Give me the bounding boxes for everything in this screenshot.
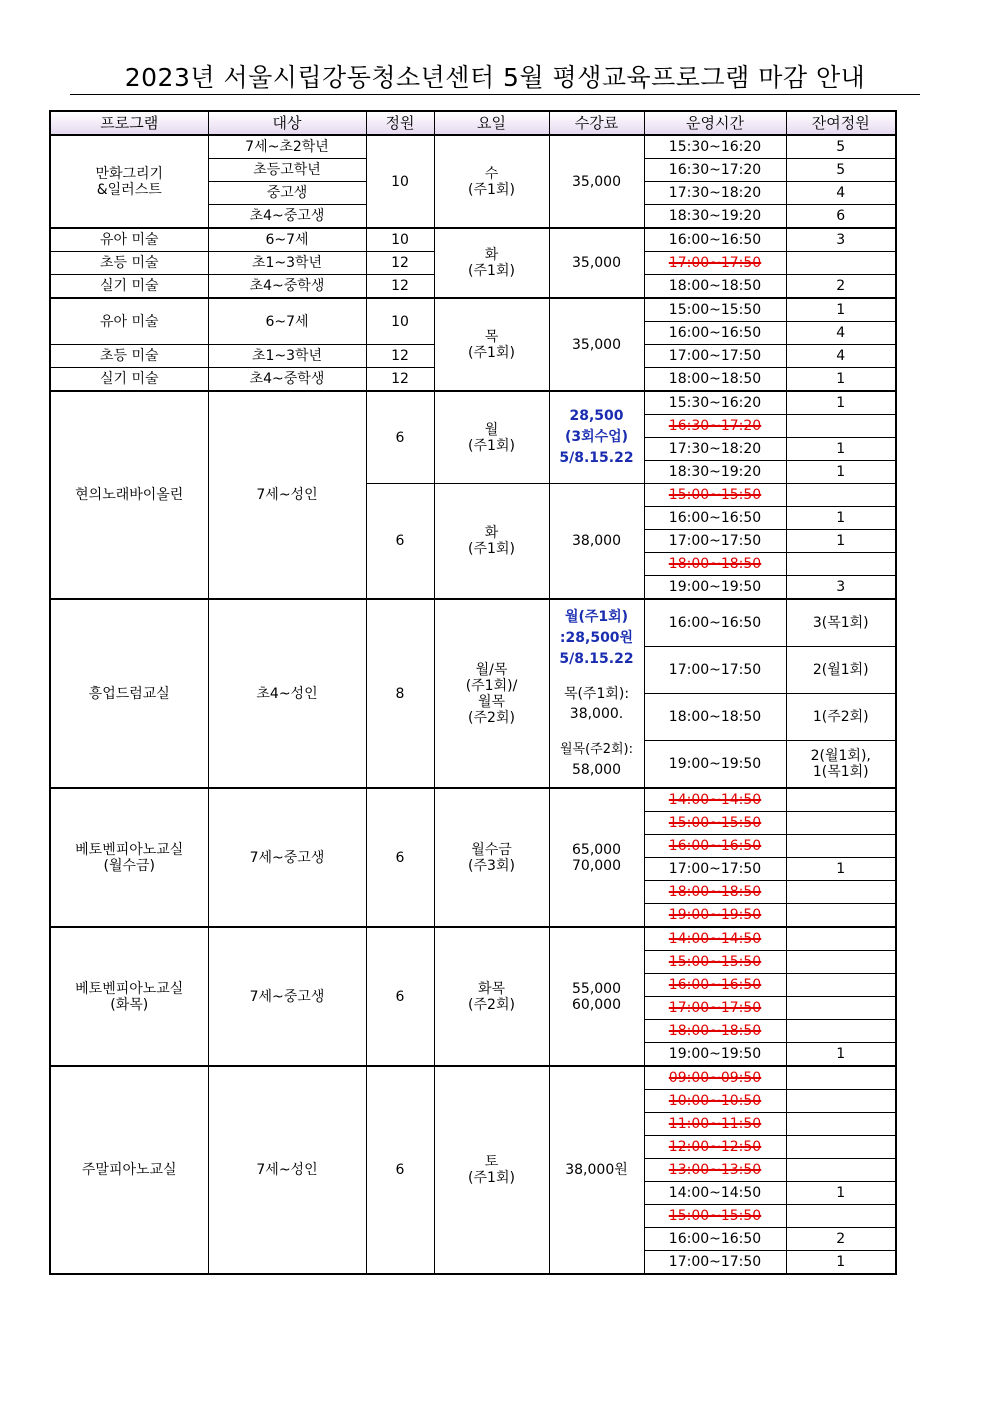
target-cell: 7세~초2학년 bbox=[208, 135, 366, 159]
time-cell-closed: 15:00~15:50 bbox=[644, 484, 786, 507]
time-cell-closed: 16:00~16:50 bbox=[644, 974, 786, 997]
table-row bbox=[50, 391, 896, 415]
day-cell: 월/목 (주1회)/ 월목 (주2회) bbox=[434, 599, 549, 788]
table-row bbox=[50, 1066, 896, 1090]
time-cell-closed: 10:00~10:50 bbox=[644, 1090, 786, 1113]
table-row bbox=[50, 927, 896, 951]
time-cell-closed: 15:00~15:50 bbox=[644, 812, 786, 835]
header-target: 대상 bbox=[208, 111, 366, 135]
remaining-cell: 1 bbox=[786, 1182, 896, 1205]
time-cell: 15:30~16:20 bbox=[644, 391, 786, 415]
time-cell: 16:00~16:50 bbox=[644, 322, 786, 345]
header-row bbox=[50, 111, 896, 135]
time-cell-closed: 14:00~14:50 bbox=[644, 927, 786, 951]
time-cell-closed: 18:00~18:50 bbox=[644, 553, 786, 576]
program-name-cell: 베토벤피아노교실 (화목) bbox=[50, 927, 208, 1066]
remaining-cell bbox=[786, 1113, 896, 1136]
capacity-cell: 6 bbox=[366, 788, 434, 927]
remaining-cell: 4 bbox=[786, 322, 896, 345]
time-cell: 17:30~18:20 bbox=[644, 182, 786, 205]
remaining-cell: 1 bbox=[786, 298, 896, 322]
remaining-cell: 5 bbox=[786, 135, 896, 159]
time-cell-closed: 17:00~17:50 bbox=[644, 997, 786, 1020]
remaining-cell: 1 bbox=[786, 1251, 896, 1275]
target-cell: 초등고학년 bbox=[208, 159, 366, 182]
program-name-cell: 초등 미술 bbox=[50, 252, 208, 275]
remaining-cell bbox=[786, 1159, 896, 1182]
target-cell: 초4~중학생 bbox=[208, 368, 366, 392]
capacity-cell: 8 bbox=[366, 599, 434, 788]
time-cell-closed: 14:00~14:50 bbox=[644, 788, 786, 812]
time-cell: 16:00~16:50 bbox=[644, 507, 786, 530]
time-cell-closed: 19:00~19:50 bbox=[644, 904, 786, 928]
capacity-cell: 12 bbox=[366, 368, 434, 392]
fee-cell: 38,000원 bbox=[549, 1066, 644, 1274]
capacity-cell: 6 bbox=[366, 391, 434, 484]
remaining-cell: 3 bbox=[786, 576, 896, 600]
time-cell: 18:00~18:50 bbox=[644, 275, 786, 299]
time-cell: 14:00~14:50 bbox=[644, 1182, 786, 1205]
remaining-cell bbox=[786, 904, 896, 928]
remaining-cell bbox=[786, 974, 896, 997]
program-name-cell: 유아 미술 bbox=[50, 228, 208, 252]
target-cell: 초1~3학년 bbox=[208, 252, 366, 275]
program-name-cell: 주말피아노교실 bbox=[50, 1066, 208, 1274]
remaining-cell: 2 bbox=[786, 1228, 896, 1251]
time-cell: 17:00~17:50 bbox=[644, 345, 786, 368]
remaining-cell bbox=[786, 835, 896, 858]
time-cell: 19:00~19:50 bbox=[644, 576, 786, 600]
target-cell: 7세~성인 bbox=[208, 391, 366, 599]
target-cell: 7세~중고생 bbox=[208, 788, 366, 927]
fee-cell: 55,000 60,000 bbox=[549, 927, 644, 1066]
time-cell-closed: 12:00~12:50 bbox=[644, 1136, 786, 1159]
program-name-cell: 유아 미술 bbox=[50, 298, 208, 345]
time-cell: 18:30~19:20 bbox=[644, 461, 786, 484]
day-cell: 토 (주1회) bbox=[434, 1066, 549, 1274]
day-cell: 화목 (주2회) bbox=[434, 927, 549, 1066]
day-cell: 화 (주1회) bbox=[434, 228, 549, 298]
fee-cell: 65,000 70,000 bbox=[549, 788, 644, 927]
remaining-cell: 1 bbox=[786, 507, 896, 530]
table-row bbox=[50, 599, 896, 647]
remaining-cell: 6 bbox=[786, 205, 896, 229]
table-row bbox=[50, 298, 896, 322]
time-cell-closed: 16:00~16:50 bbox=[644, 835, 786, 858]
time-cell-closed: 11:00~11:50 bbox=[644, 1113, 786, 1136]
table-row bbox=[50, 788, 896, 812]
program-name-cell: 실기 미술 bbox=[50, 275, 208, 299]
remaining-cell: 1 bbox=[786, 1043, 896, 1067]
table-row bbox=[50, 228, 896, 252]
remaining-cell: 4 bbox=[786, 182, 896, 205]
program-name-cell: 실기 미술 bbox=[50, 368, 208, 392]
remaining-cell: 2(월1회), 1(목1회) bbox=[786, 741, 896, 789]
capacity-cell: 12 bbox=[366, 275, 434, 299]
remaining-cell: 3 bbox=[786, 228, 896, 252]
remaining-cell: 1 bbox=[786, 438, 896, 461]
header-time: 운영시간 bbox=[644, 111, 786, 135]
capacity-cell: 6 bbox=[366, 927, 434, 1066]
time-cell: 17:00~17:50 bbox=[644, 530, 786, 553]
fee-cell-highlight: 28,500 (3회수업) 5/8.15.22 bbox=[549, 391, 644, 484]
remaining-cell bbox=[786, 1205, 896, 1228]
time-cell: 19:00~19:50 bbox=[644, 741, 786, 789]
time-cell-closed: 16:30~17:20 bbox=[644, 415, 786, 438]
capacity-cell: 6 bbox=[366, 1066, 434, 1274]
header-capacity: 정원 bbox=[366, 111, 434, 135]
remaining-cell bbox=[786, 788, 896, 812]
fee-cell: 35,000 bbox=[549, 228, 644, 298]
capacity-cell: 10 bbox=[366, 228, 434, 252]
target-cell: 7세~성인 bbox=[208, 1066, 366, 1274]
header-program: 프로그램 bbox=[50, 111, 208, 135]
table-row bbox=[50, 135, 896, 159]
program-name-cell: 베토벤피아노교실 (월수금) bbox=[50, 788, 208, 927]
program-name-cell: 초등 미술 bbox=[50, 345, 208, 368]
header-day: 요일 bbox=[434, 111, 549, 135]
fee-cell: 월(주1회) :28,500원 5/8.15.22 목(주1회): 38,000. 월목(주2회): 58,000 bbox=[549, 599, 644, 788]
remaining-cell: 5 bbox=[786, 159, 896, 182]
time-cell: 17:30~18:20 bbox=[644, 438, 786, 461]
time-cell-closed: 18:00~18:50 bbox=[644, 881, 786, 904]
remaining-cell bbox=[786, 415, 896, 438]
remaining-cell: 3(목1회) bbox=[786, 599, 896, 647]
program-name-cell: 현의노래바이올린 bbox=[50, 391, 208, 599]
time-cell: 18:30~19:20 bbox=[644, 205, 786, 229]
program-schedule-table bbox=[49, 110, 897, 1275]
remaining-cell bbox=[786, 252, 896, 275]
target-cell: 초4~중고생 bbox=[208, 205, 366, 229]
day-cell: 수 (주1회) bbox=[434, 135, 549, 228]
time-cell: 17:00~17:50 bbox=[644, 858, 786, 881]
time-cell: 18:00~18:50 bbox=[644, 694, 786, 741]
day-cell: 월수금 (주3회) bbox=[434, 788, 549, 927]
time-cell: 17:00~17:50 bbox=[644, 647, 786, 694]
time-cell: 16:00~16:50 bbox=[644, 228, 786, 252]
target-cell: 7세~중고생 bbox=[208, 927, 366, 1066]
title-underline bbox=[70, 94, 920, 95]
target-cell: 6~7세 bbox=[208, 228, 366, 252]
remaining-cell bbox=[786, 951, 896, 974]
time-cell: 19:00~19:50 bbox=[644, 1043, 786, 1067]
remaining-cell: 1(주2회) bbox=[786, 694, 896, 741]
time-cell: 15:00~15:50 bbox=[644, 298, 786, 322]
day-cell: 월 (주1회) bbox=[434, 391, 549, 484]
program-name-cell: 흥업드럼교실 bbox=[50, 599, 208, 788]
time-cell-closed: 09:00~09:50 bbox=[644, 1066, 786, 1090]
remaining-cell: 2(월1회) bbox=[786, 647, 896, 694]
remaining-cell: 4 bbox=[786, 345, 896, 368]
remaining-cell bbox=[786, 927, 896, 951]
capacity-cell: 10 bbox=[366, 135, 434, 228]
fee-cell: 35,000 bbox=[549, 135, 644, 228]
remaining-cell bbox=[786, 812, 896, 835]
day-cell: 화 (주1회) bbox=[434, 484, 549, 600]
target-cell: 초1~3학년 bbox=[208, 345, 366, 368]
time-cell: 16:00~16:50 bbox=[644, 1228, 786, 1251]
header-remaining: 잔여정원 bbox=[786, 111, 896, 135]
remaining-cell: 1 bbox=[786, 391, 896, 415]
time-cell: 15:30~16:20 bbox=[644, 135, 786, 159]
remaining-cell: 1 bbox=[786, 530, 896, 553]
remaining-cell bbox=[786, 1090, 896, 1113]
target-cell: 6~7세 bbox=[208, 298, 366, 345]
capacity-cell: 6 bbox=[366, 484, 434, 600]
fee-cell: 35,000 bbox=[549, 298, 644, 391]
remaining-cell bbox=[786, 553, 896, 576]
remaining-cell bbox=[786, 997, 896, 1020]
time-cell-closed: 15:00~15:50 bbox=[644, 1205, 786, 1228]
capacity-cell: 12 bbox=[366, 345, 434, 368]
time-cell-closed: 15:00~15:50 bbox=[644, 951, 786, 974]
target-cell: 초4~성인 bbox=[208, 599, 366, 788]
remaining-cell: 1 bbox=[786, 368, 896, 392]
remaining-cell: 2 bbox=[786, 275, 896, 299]
time-cell: 16:00~16:50 bbox=[644, 599, 786, 647]
time-cell: 18:00~18:50 bbox=[644, 368, 786, 392]
remaining-cell: 1 bbox=[786, 858, 896, 881]
remaining-cell bbox=[786, 1066, 896, 1090]
time-cell-closed: 13:00~13:50 bbox=[644, 1159, 786, 1182]
time-cell: 17:00~17:50 bbox=[644, 1251, 786, 1275]
day-cell: 목 (주1회) bbox=[434, 298, 549, 391]
remaining-cell bbox=[786, 484, 896, 507]
fee-cell: 38,000 bbox=[549, 484, 644, 600]
remaining-cell bbox=[786, 1136, 896, 1159]
capacity-cell: 12 bbox=[366, 252, 434, 275]
time-cell: 16:30~17:20 bbox=[644, 159, 786, 182]
remaining-cell: 1 bbox=[786, 461, 896, 484]
time-cell-closed: 17:00~17:50 bbox=[644, 252, 786, 275]
capacity-cell: 10 bbox=[366, 298, 434, 345]
target-cell: 초4~중학생 bbox=[208, 275, 366, 299]
header-fee: 수강료 bbox=[549, 111, 644, 135]
time-cell-closed: 18:00~18:50 bbox=[644, 1020, 786, 1043]
page-title: 2023년 서울시립강동청소년센터 5월 평생교육프로그램 마감 안내 bbox=[124, 63, 866, 92]
program-name-cell: 만화그리기 &일러스트 bbox=[50, 135, 208, 228]
target-cell: 중고생 bbox=[208, 182, 366, 205]
remaining-cell bbox=[786, 881, 896, 904]
remaining-cell bbox=[786, 1020, 896, 1043]
